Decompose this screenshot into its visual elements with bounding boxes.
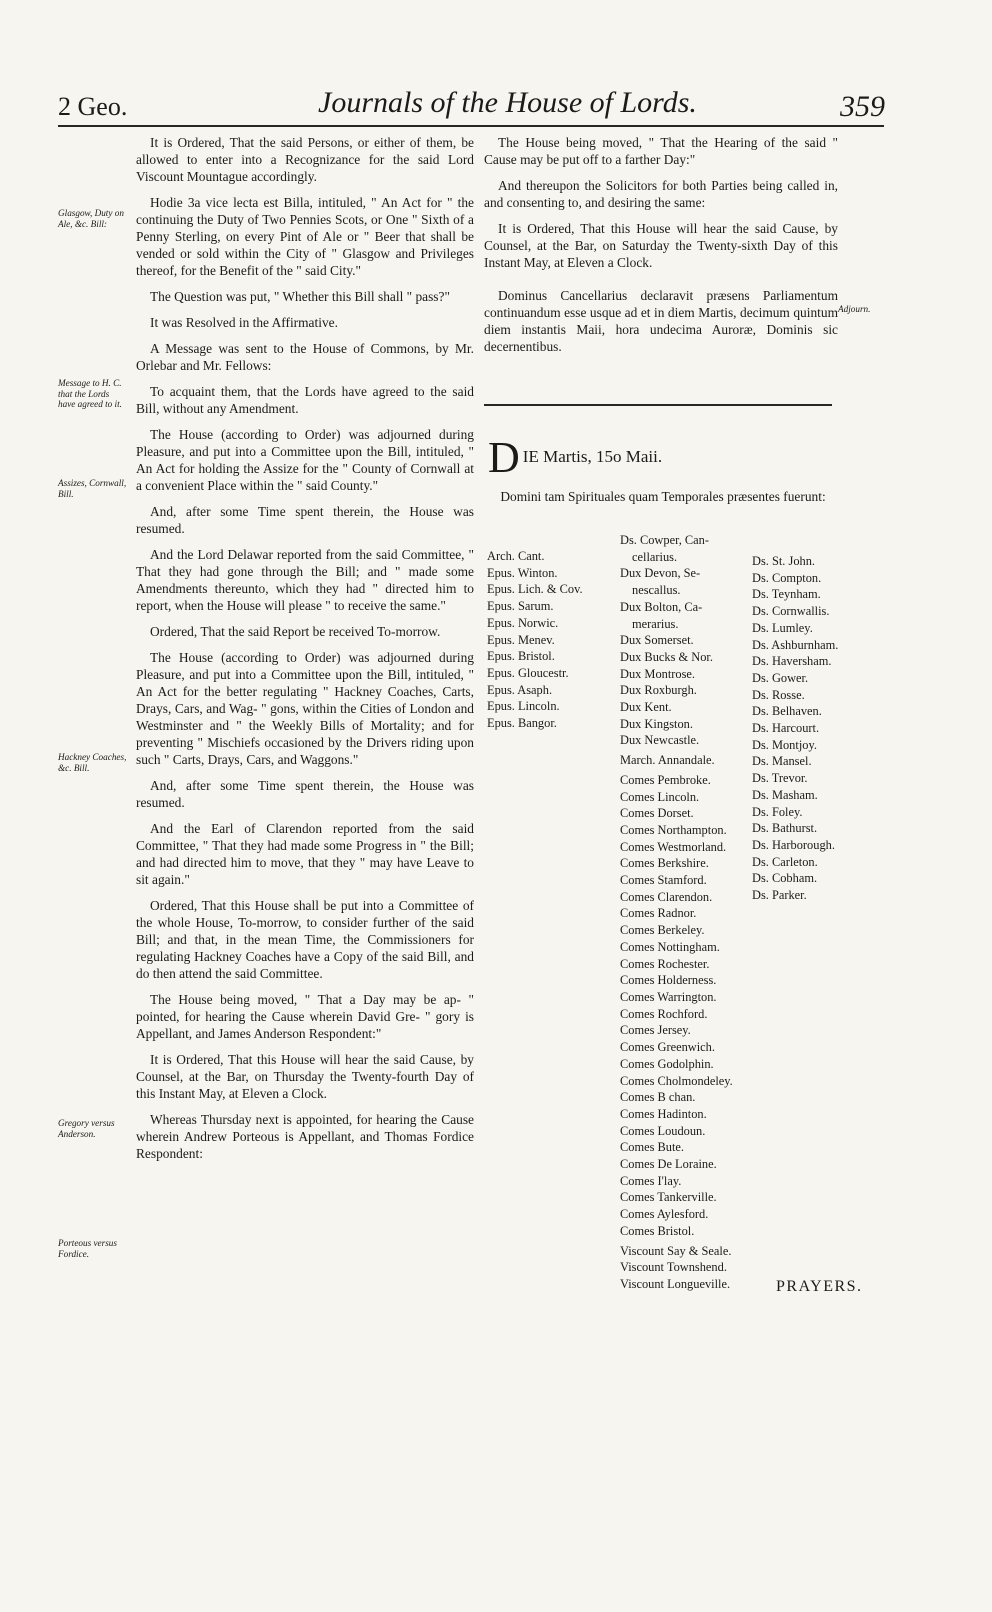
- lord-entry: Comes Westmorland.: [620, 839, 727, 854]
- adjournment-paragraph: Dominus Cancellarius declaravit præsens Parliamentum continuandum esse usque ad et in diem Martis, decimum quintum diem instantis Maii, hora undecima Auroræ, Dominis sic decernentibus.: [484, 288, 838, 354]
- paragraph: And, after some Time spent therein, the House was resumed.: [136, 504, 474, 536]
- lord-entry: Ds. Trevor.: [752, 771, 808, 786]
- lord-entry: Ds. Haversham.: [752, 654, 832, 669]
- paragraph: Ordered, That the said Report be received To-morrow.: [150, 624, 441, 639]
- lord-entry: Ds. Cobham.: [752, 871, 818, 886]
- lord-entry: Epus. Gloucestr.: [487, 665, 569, 680]
- lord-entry: Comes Jersey.: [620, 1023, 691, 1038]
- lord-entry: Viscount Townshend.: [620, 1260, 727, 1275]
- lord-entry: Epus. Bristol.: [487, 649, 555, 664]
- lord-entry: Comes Rochester.: [620, 956, 710, 971]
- lord-entry: Dux Newcastle.: [620, 733, 700, 748]
- lord-entry: Comes Berkeley.: [620, 923, 705, 938]
- lord-entry: Comes Radnor.: [620, 906, 697, 921]
- left-column: [136, 130, 474, 1171]
- lord-entry: Dux Bucks & Nor.: [620, 649, 713, 664]
- lord-entry: Ds. Mansel.: [752, 754, 812, 769]
- lord-entry: Epus. Lincoln.: [487, 699, 560, 714]
- lord-entry: Comes Stamford.: [620, 873, 707, 888]
- lord-entry: March. Annandale.: [620, 753, 715, 768]
- lord-entry: Comes Bute.: [620, 1140, 685, 1155]
- lord-entry: Comes Northampton.: [620, 822, 727, 837]
- lord-entry: Epus. Sarum.: [487, 599, 554, 614]
- lord-entry: Epus. Winton.: [487, 565, 558, 580]
- right-column: [484, 130, 838, 364]
- lord-entry: Dux Devon, Se-: [620, 566, 701, 581]
- lord-entry: nescallus.: [632, 583, 681, 598]
- margin-note-adjourn: Adjourn.: [838, 304, 871, 314]
- lords-list-temporal-1: [620, 532, 750, 1293]
- paragraph: And the Lord Delawar reported from the said Committee, " That they had gone through the Bill; and " made some Amendments thereunto, which they had " directed him to report, when the House will please " to receive the same.": [136, 547, 474, 613]
- lord-entry: Ds. Carleton.: [752, 854, 818, 869]
- lord-entry: Comes Nottingham.: [620, 939, 720, 954]
- lord-entry: Viscount Say & Seale.: [620, 1243, 732, 1258]
- catchword: PRAYERS.: [776, 1278, 863, 1295]
- paragraph: It is Ordered, That this House will hear the said Cause, by Counsel, at the Bar, on Saturday the Twenty-sixth Day of this Instant May, at Eleven a Clock.: [484, 221, 838, 270]
- lord-entry: Ds. Cowper, Can-: [620, 533, 709, 547]
- header-rule: [58, 125, 884, 127]
- lords-list-spiritual: [487, 548, 617, 732]
- lord-entry: Ds. Masham.: [752, 787, 818, 802]
- paragraph: The House (according to Order) was adjourned during Pleasure, and put into a Committee upon the Bill, intituled, " An Act for the better regulating " Hackney Coaches, Carts, Drays, Cars, and Wag- " gons, within the Cities of London and Westminster and " the Weekly Bills of Mortality; and for preventing " Mischiefs occasioned by the Drivers riding upon such " Carts, Drays, Cars, and Waggons.": [136, 650, 474, 767]
- paragraph: And, after some Time spent therein, the House was resumed.: [136, 778, 474, 810]
- section-divider: [484, 404, 832, 406]
- lord-entry: Ds. St. John.: [752, 554, 815, 568]
- lord-entry: Comes Dorset.: [620, 806, 694, 821]
- lord-entry: Ds. Cornwallis.: [752, 604, 830, 619]
- lord-entry: Dux Bolton, Ca-: [620, 599, 703, 614]
- paragraph: The Question was put, " Whether this Bill shall " pass?": [150, 289, 450, 304]
- lord-entry: Ds. Harcourt.: [752, 721, 820, 736]
- lord-entry: Epus. Asaph.: [487, 682, 553, 697]
- lord-entry: Comes Clarendon.: [620, 889, 713, 904]
- lord-entry: Dux Roxburgh.: [620, 683, 697, 698]
- paragraph: Hodie 3a vice lecta est Billa, intituled, " An Act for " the continuing the Duty of Two Pennies Scots, or One " Sixth of a Penny Sterling, on every Pint of Ale or " Beer that shall be vended or sold within the City of " Glasgow and Privileges thereof, for the Benefit of the " said City.": [136, 195, 474, 278]
- lord-entry: Ds. Parker.: [752, 888, 807, 903]
- day-heading-text: IE Martis, 15o Maii.: [522, 447, 663, 466]
- paragraph: Ordered, That this House shall be put into a Committee of the whole House, To-morrow, to consider further of the said Bill; and that, in the mean Time, the Commissioners for regulating Hackney Coaches have a Copy of the said Bill, and do then attend the said Committee.: [136, 898, 474, 981]
- lord-entry: Ds. Foley.: [752, 804, 803, 819]
- paragraph: The House being moved, " That a Day may be ap- " pointed, for hearing the Cause wherein David Gre- " gory is Appellant, and James Anderson Respondent:": [136, 992, 474, 1041]
- lords-list-temporal-2: [752, 553, 872, 904]
- lord-entry: Comes Aylesford.: [620, 1207, 709, 1222]
- lord-entry: Dux Somerset.: [620, 633, 694, 648]
- present-heading: Domini tam Spirituales quam Temporales præsentes fuerunt:: [500, 489, 826, 504]
- paragraph: The House (according to Order) was adjourned during Pleasure, and put into a Committee upon the Bill, intituled, " An Act for holding the Assize for the " County of Cornwall at a convenient Place within the " said County.": [136, 427, 474, 493]
- lord-entry: Ds. Teynham.: [752, 587, 821, 602]
- running-title: Journals of the House of Lords.: [318, 86, 697, 119]
- lord-entry: Ds. Montjoy.: [752, 737, 817, 752]
- lord-entry: Comes De Loraine.: [620, 1157, 717, 1172]
- lord-entry: Comes Warrington.: [620, 989, 717, 1004]
- lord-entry: Comes Cholmondeley.: [620, 1073, 733, 1088]
- lord-entry: Epus. Bangor.: [487, 716, 557, 731]
- lord-entry: Ds. Bathurst.: [752, 821, 818, 836]
- lord-entry: Arch. Cant.: [487, 549, 545, 563]
- paragraph: A Message was sent to the House of Commons, by Mr. Orlebar and Mr. Fellows:: [136, 341, 474, 373]
- lord-entry: Comes Lincoln.: [620, 789, 700, 804]
- paragraph: It is Ordered, That the said Persons, or either of them, be allowed to enter into a Recognizance for the said Lord Viscount Mountague accordingly.: [136, 135, 474, 184]
- lord-entry: Ds. Rosse.: [752, 687, 805, 702]
- lord-entry: Dux Kent.: [620, 700, 672, 715]
- lord-entry: Comes Bristol.: [620, 1223, 695, 1238]
- lord-entry: Ds. Compton.: [752, 570, 822, 585]
- lord-entry: Comes Tankerville.: [620, 1190, 717, 1205]
- paragraph: Whereas Thursday next is appointed, for hearing the Cause wherein Andrew Porteous is Appellant, and Thomas Fordice Respondent:: [136, 1112, 474, 1161]
- lord-entry: Comes B chan.: [620, 1090, 696, 1105]
- lord-entry: Viscount Longueville.: [620, 1276, 731, 1291]
- lord-entry: merarius.: [632, 616, 679, 631]
- lord-entry: cellarius.: [632, 549, 678, 564]
- margin-note-gregory: Gregory versus Anderson.: [58, 1118, 115, 1139]
- regnal-year: 2 Geo.: [58, 92, 128, 121]
- lord-entry: Epus. Norwic.: [487, 615, 559, 630]
- lord-entry: Comes Pembroke.: [620, 772, 711, 787]
- lord-entry: Comes Hadinton.: [620, 1106, 707, 1121]
- lord-entry: Dux Kingston.: [620, 716, 693, 731]
- lord-entry: Ds. Gower.: [752, 670, 809, 685]
- lord-entry: Comes Godolphin.: [620, 1056, 714, 1071]
- lord-entry: Comes Berkshire.: [620, 856, 709, 871]
- lord-entry: Ds. Harborough.: [752, 837, 835, 852]
- lord-entry: Ds. Lumley.: [752, 620, 813, 635]
- page-number: 359: [840, 90, 885, 123]
- margin-note-message: Message to H. C. that the Lords have agreed to it.: [58, 378, 122, 409]
- margin-note-assizes: Assizes, Cornwall, Bill.: [58, 478, 127, 499]
- lord-entry: Epus. Lich. & Cov.: [487, 582, 583, 597]
- lord-entry: Comes I'lay.: [620, 1173, 682, 1188]
- drop-cap: D: [488, 433, 520, 482]
- paragraph: And thereupon the Solicitors for both Parties being called in, and consenting to, and desiring the same:: [484, 178, 838, 210]
- margin-note-glasgow: Glasgow, Duty on Ale, &c. Bill:: [58, 208, 124, 229]
- margin-note-hackney: Hackney Coaches, &c. Bill.: [58, 752, 127, 773]
- lord-entry: Ds. Ashburnham.: [752, 637, 839, 652]
- lord-entry: Dux Montrose.: [620, 666, 696, 681]
- day-heading: [488, 433, 663, 482]
- paragraph: The House being moved, " That the Hearing of the said " Cause may be put off to a farther Day:": [484, 135, 838, 167]
- lord-entry: Comes Greenwich.: [620, 1040, 715, 1055]
- paragraph: It is Ordered, That this House will hear the said Cause, by Counsel, at the Bar, on Thursday the Twenty-fourth Day of this Instant May, at Eleven a Clock.: [136, 1052, 474, 1101]
- lord-entry: Epus. Menev.: [487, 632, 555, 647]
- lord-entry: Ds. Belhaven.: [752, 704, 822, 719]
- lord-entry: Comes Rochford.: [620, 1006, 708, 1021]
- lord-entry: Comes Holderness.: [620, 973, 717, 988]
- lord-entry: Comes Loudoun.: [620, 1123, 706, 1138]
- paragraph: And the Earl of Clarendon reported from the said Committee, " That they had made some Progress in " the Bill; and had directed him to move, that they " may have Leave to sit again.": [136, 821, 474, 887]
- margin-note-porteous: Porteous versus Fordice.: [58, 1238, 117, 1259]
- paragraph: It was Resolved in the Affirmative.: [150, 315, 338, 330]
- paragraph: To acquaint them, that the Lords have agreed to the said Bill, without any Amendment.: [136, 384, 474, 416]
